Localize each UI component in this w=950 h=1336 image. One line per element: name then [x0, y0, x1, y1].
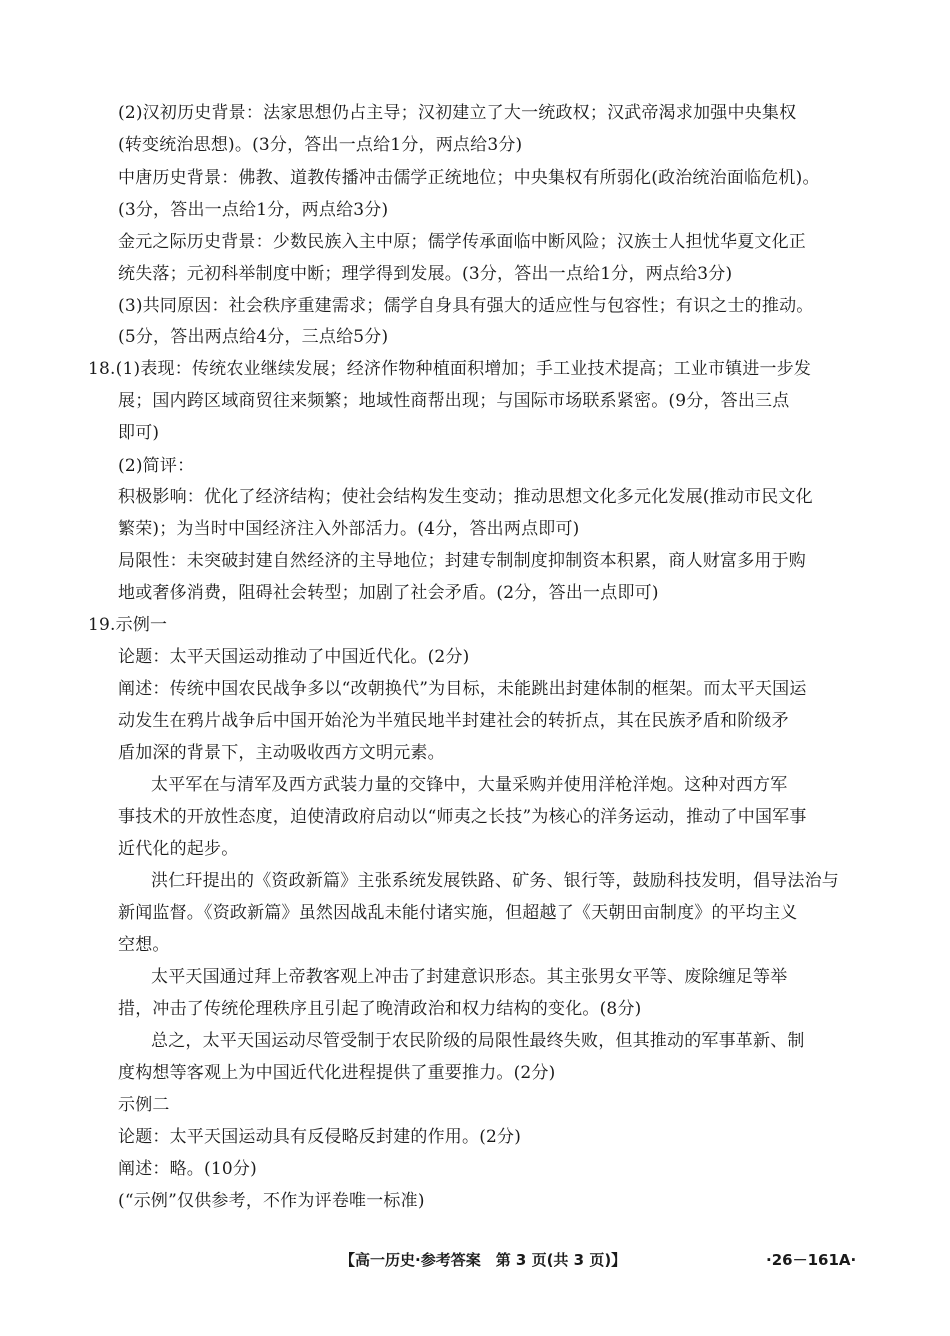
text-line: 总之，太平天国运动尽管受制于农民阶级的局限性最终失败，但其推动的军事革新、制 [151, 1031, 805, 1051]
text-line: (5分，答出两点给4分，三点给5分) [118, 327, 389, 347]
text-line: 太平军在与清军及西方武装力量的交锋中，大量采购并使用洋枪洋炮。这种对西方军 [151, 775, 788, 795]
text-line: 论题：太平天国运动推动了中国近代化。(2分) [118, 647, 470, 667]
text-line: (3分，答出一点给1分，两点给3分) [118, 200, 389, 220]
question-19-heading: 19.示例一 [88, 615, 168, 635]
text-line: 新闻监督。《资政新篇》虽然因战乱未能付诸实施，但超越了《天朝田亩制度》的平均主义 [118, 903, 798, 923]
text-line: 局限性：未突破封建自然经济的主导地位；封建专制制度抑制资本积累，商人财富多用于购 [118, 551, 806, 571]
text-line: 太平天国通过拜上帝教客观上冲击了封建意识形态。其主张男女平等、废除缠足等举 [151, 967, 788, 987]
text-line: 论题：太平天国运动具有反侵略反封建的作用。(2分) [118, 1127, 522, 1147]
page-footer-code: ·26－161A· [766, 1251, 857, 1269]
text-line: 即可) [118, 423, 160, 443]
text-line: 示例二 [118, 1095, 170, 1115]
text-line: (转变统治思想)。(3分，答出一点给1分，两点给3分) [118, 135, 523, 155]
text-line: (2)简评： [118, 456, 195, 476]
text-line: 动发生在鸦片战争后中国开始沦为半殖民地半封建社会的转折点，其在民族矛盾和阶级矛 [118, 711, 789, 731]
question-18-heading: 18.(1)表现：传统农业继续发展；经济作物种植面积增加；手工业技术提高；工业市镇进一步发 [88, 359, 812, 379]
text-line: (3)共同原因：社会秩序重建需求；儒学自身具有强大的适应性与包容性；有识之士的推动。 [118, 296, 814, 316]
text-line: (2)汉初历史背景：法家思想仍占主导；汉初建立了大一统政权；汉武帝渴求加强中央集权 [118, 103, 797, 123]
text-line: 度构想等客观上为中国近代化进程提供了重要推力。(2分) [118, 1063, 556, 1083]
text-line: 中唐历史背景：佛教、道教传播冲击儒学正统地位；中央集权有所弱化(政治统治面临危机)。 [118, 168, 820, 188]
text-line: 空想。 [118, 935, 170, 955]
text-line: 金元之际历史背景：少数民族入主中原；儒学传承面临中断风险；汉族士人担忧华夏文化正 [118, 232, 806, 252]
text-line: 措，冲击了传统伦理秩序且引起了晚清政治和权力结构的变化。(8分) [118, 999, 642, 1019]
text-line: 事技术的开放性态度，迫使清政府启动以“师夷之长技”为核心的洋务运动，推动了中国军事 [118, 807, 807, 827]
text-line: 地或奢侈消费，阻碍社会转型；加剧了社会矛盾。(2分，答出一点即可) [118, 583, 659, 603]
text-line: 阐述：传统中国农民战争多以“改朝换代”为目标，未能跳出封建体制的框架。而太平天国运 [118, 679, 807, 699]
text-line: 展；国内跨区域商贸往来频繁；地域性商帮出现；与国际市场联系紧密。(9分，答出三点 [118, 391, 790, 411]
text-line: 积极影响：优化了经济结构；使社会结构发生变动；推动思想文化多元化发展(推动市民文化 [118, 487, 813, 507]
text-line: 盾加深的背景下，主动吸收西方文明元素。 [118, 743, 445, 763]
text-line: 近代化的起步。 [118, 839, 239, 859]
text-line: 统失落；元初科举制度中断；理学得到发展。(3分，答出一点给1分，两点给3分) [118, 264, 733, 284]
page-footer-title: 【高一历史·参考答案 第 3 页(共 3 页)】 [340, 1251, 627, 1269]
text-line: 洪仁玕提出的《资政新篇》主张系统发展铁路、矿务、银行等，鼓励科技发明，倡导法治与 [151, 871, 839, 891]
text-line: 繁荣)；为当时中国经济注入外部活力。(4分，答出两点即可) [118, 519, 580, 539]
text-line: 阐述：略。(10分) [118, 1159, 257, 1179]
text-line: (“示例”仅供参考，不作为评卷唯一标准) [118, 1191, 425, 1211]
